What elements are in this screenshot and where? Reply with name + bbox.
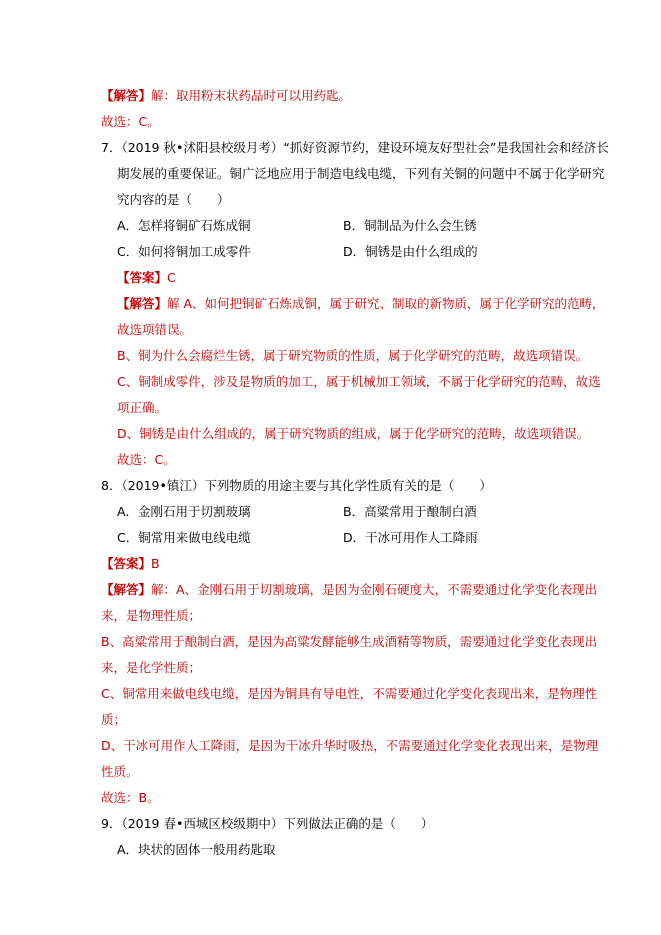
q7-stem-line1: 7．（2019 秋•沭阳县校级月考）“抓好资源节约，建设环境友好型社会”是我国社会和经济长 xyxy=(101,140,609,155)
q7-explain-a1-text: 解 A、如何把铜矿石炼成铜，属于研究、制取的新物质，属于化学研究的范畴， xyxy=(167,296,605,311)
q7-stem-line2: 期发展的重要保证。铜广泛地应用于制造电线电缆，下列有关铜的问题中不属于化学研究 xyxy=(117,166,605,181)
q8-explanation-c2: 质； xyxy=(101,712,127,727)
q7-option-a: A．怎样将铜矿石炼成铜 xyxy=(117,218,251,233)
q6-explain-text: 解：取用粉末状药品时可以用药匙。 xyxy=(151,88,352,103)
q7-explanation-d: D、铜锈是由什么组成的，属于研究物质的组成，属于化学研究的范畴，故选项错误。 xyxy=(117,426,590,441)
q8-answer xyxy=(101,554,160,574)
q7-stem-line3: 究内容的是（ ） xyxy=(117,192,230,207)
q7-explain-tag: 【解答】 xyxy=(117,296,168,311)
q7-answer xyxy=(117,268,176,288)
q9-stem: 9．（2019 春•西城区校级期中）下列做法正确的是（ ） xyxy=(101,816,434,831)
q8-explain-a1-text: 解：A、金刚石用于切割玻璃，是因为金刚石硬度大，不需要通过化学变化表现出 xyxy=(151,582,598,597)
q6-conclusion: 故选：C。 xyxy=(101,114,160,129)
q8-answer-tag: 【答案】 xyxy=(101,556,152,571)
q8-explain-tag: 【解答】 xyxy=(101,582,152,597)
q7-option-d: D．铜锈是由什么组成的 xyxy=(343,244,478,259)
q7-explanation-b: B、铜为什么会腐烂生锈，属于研究物质的性质，属于化学研究的范畴，故选项错误。 xyxy=(117,348,589,363)
q8-explanation-d2: 性质。 xyxy=(101,764,139,779)
q8-explanation-d1: D、干冰可用作人工降雨，是因为干冰升华时吸热，不需要通过化学变化表现出来，是物理 xyxy=(101,738,599,753)
q8-explanation-a2: 来，是物理性质； xyxy=(101,608,202,623)
q6-explanation xyxy=(101,86,351,106)
q8-option-c: C．铜常用来做电线电缆 xyxy=(117,530,251,545)
q7-option-c: C．如何将铜加工成零件 xyxy=(117,244,251,259)
q8-stem: 8．（2019•镇江）下列物质的用途主要与其化学性质有关的是（ ） xyxy=(101,478,492,493)
q8-answer-value: B xyxy=(151,556,160,571)
q8-option-a: A．金刚石用于切割玻璃 xyxy=(117,504,251,519)
q6-explain-tag: 【解答】 xyxy=(101,88,152,103)
q7-explanation-a1 xyxy=(117,294,605,314)
q8-explanation-c1: C、铜常用来做电线电缆，是因为铜具有导电性，不需要通过化学变化表现出来，是物理性 xyxy=(101,686,598,701)
q8-option-d: D．干冰可用作人工降雨 xyxy=(343,530,478,545)
q8-explanation-b1: B、高粱常用于酿制白酒，是因为高粱发酵能够生成酒精等物质，需要通过化学变化表现出 xyxy=(101,634,598,649)
q8-option-b: B．高粱常用于酿制白酒 xyxy=(343,504,477,519)
q7-explanation-a2: 故选项错误。 xyxy=(117,322,193,337)
q8-explanation-b2: 来，是化学性质； xyxy=(101,660,202,675)
q7-conclusion: 故选：C。 xyxy=(117,452,176,467)
q9-option-a: A．块状的固体一般用药匙取 xyxy=(117,842,276,857)
q7-explanation-c1: C、铜制成零件，涉及是物质的加工，属于机械加工领域，不属于化学研究的范畴，故选 xyxy=(117,374,601,389)
q7-option-b: B．铜制品为什么会生锈 xyxy=(343,218,477,233)
q8-conclusion: 故选：B。 xyxy=(101,790,160,805)
q7-answer-value: C xyxy=(167,270,176,285)
q7-explanation-c2: 项正确。 xyxy=(117,400,168,415)
q7-answer-tag: 【答案】 xyxy=(117,270,168,285)
q8-explanation-a1 xyxy=(101,580,597,600)
